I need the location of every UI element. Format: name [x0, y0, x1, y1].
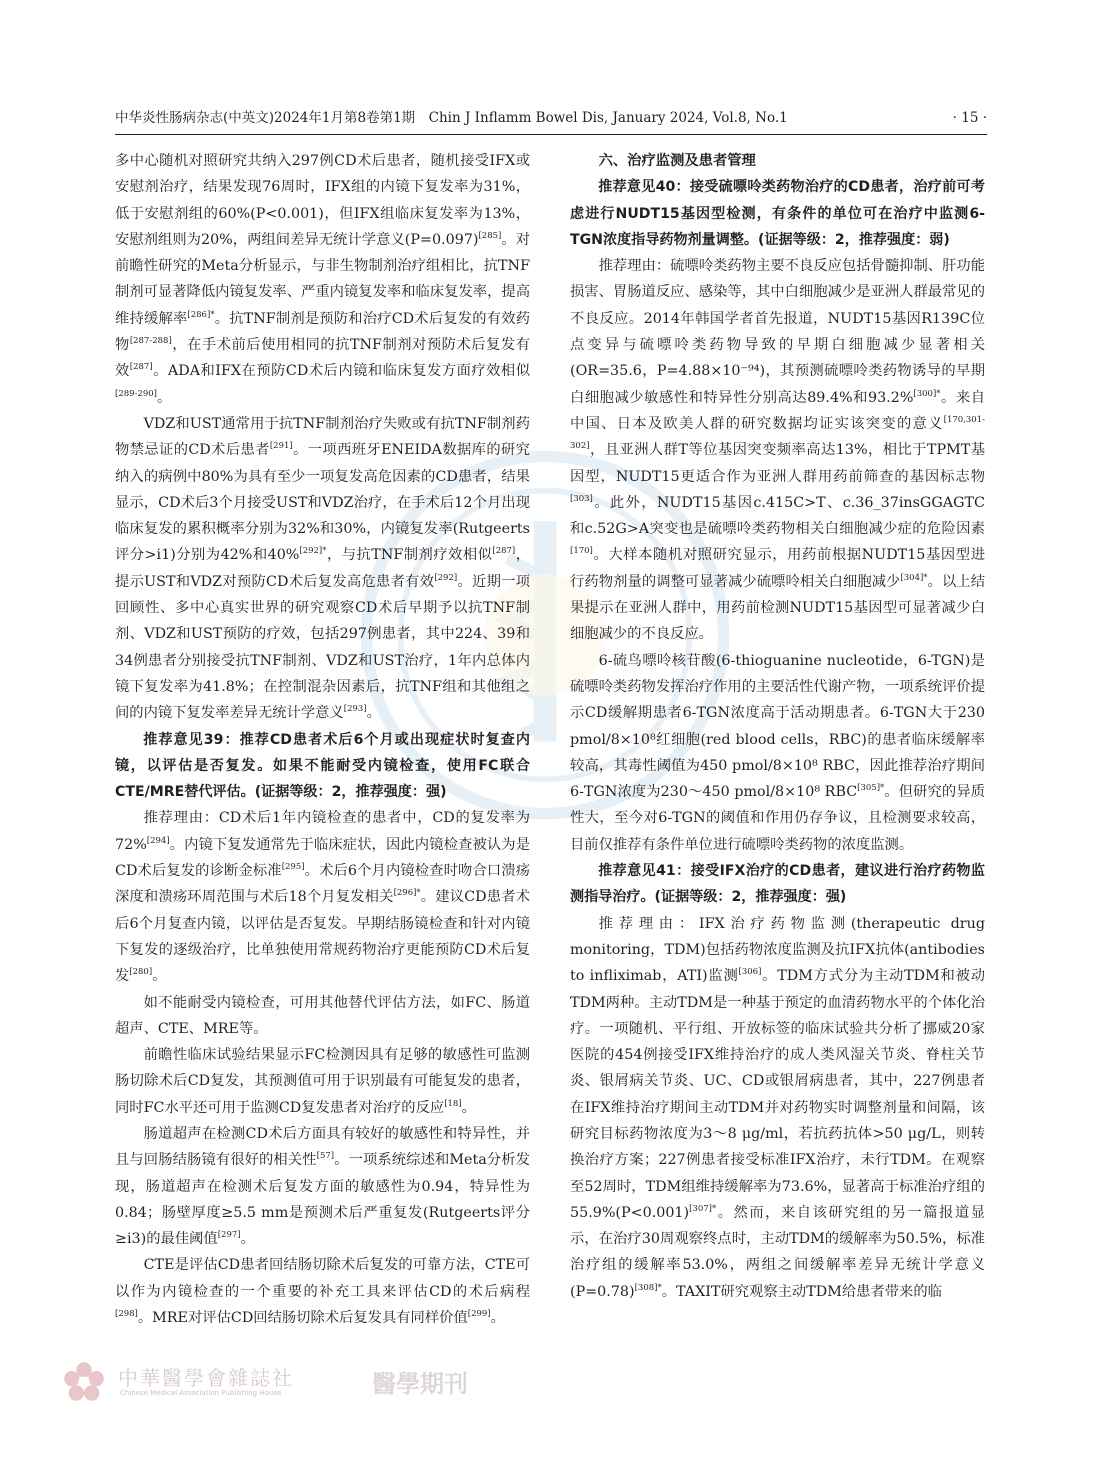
paragraph: 如不能耐受内镜检查，可用其他替代评估方法，如FC、肠道超声、CTE、MRE等。	[115, 994, 530, 1037]
publisher-name: 中華醫學會雜誌社	[118, 1366, 294, 1390]
paragraph: 推荐理由：硫嘌呤类药物主要不良反应包括骨髓抑制、肝功能损害、胃肠道反应、感染等，其中白细胞减少是亚洲人群最常见的不良反应。2014年韩国学者首先报道，NUDT15基因R139C位点变异与硫嘌呤类药物导致的早期白细胞减少显著相关(OR=35.6，P=4.88×10⁻⁹⁴)，其预测硫嘌呤类药物诱导的早期白细胞减少敏感性和特异性分别高达89.4%和93.2%$^{[300]*}$。来自中国、日本及欧美人群的研究数据均证实该突变的意义[170,301-302]，且亚洲人群T等位基因突变频率高达13%，相比于TPMT基因型，NUDT15更适合作为亚洲人群用药前筛查的基因标志物[303]。此外，NUDT15基因c.415C>T、c.36_37insGGAGTC和c.52G>A突变也是硫嘌呤类药物相关白细胞减少症的危险因素[170]。大样本随机对照研究显示，用药前根据NUDT15基因型进行药物剂量的调整可显著减少硫嘌呤相关白细胞减少$^{[304]*}$。以上结果提示在亚洲人群中，用药前检测NUDT15基因型可显著减少白细胞减少的不良反应。	[570, 258, 986, 643]
left-column	[115, 148, 530, 1331]
paragraph: CTE是评估CD患者回结肠切除术后复发的可靠方法，CTE可以作为内镜检查的一个重要的补充工具来评估CD的术后病程[298]。MRE对评估CD回结肠切除术后复发具有同样价值[299]。	[115, 1257, 530, 1327]
section-title: 六、治疗监测及患者管理	[598, 153, 756, 169]
recommendation-39: 推荐意见39：推荐CD患者术后6个月或出现症状时复查内镜，以评估是否复发。如果不能耐受内镜检查，使用FC联合CTE/MRE替代评估。(证据等级：2，推荐强度：强)	[115, 731, 530, 801]
paragraph: 前瞻性临床试验结果显示FC检测因具有足够的敏感性可监测肠切除术后CD复发，其预测值可用于识别最有可能复发的患者，同时FC水平还可用于监测CD复发患者对治疗的反应[18]。	[115, 1047, 530, 1116]
paragraph: 肠道超声在检测CD术后方面具有较好的敏感性和特异性，并且与回肠结肠镜有很好的相关性[57]。一项系统综述和Meta分析发现，肠道超声在检测术后复发方面的敏感性为0.94，特异性为0.84；肠壁厚度≥5.5 mm是预测术后严重复发(Rutgeerts评分≥i3)的最佳阈值[297]。	[115, 1125, 530, 1248]
publisher-logo	[62, 1360, 482, 1404]
header-rule	[115, 134, 987, 135]
recommendation-41: 推荐意见41：接受IFX治疗的CD患者，建议进行治疗药物监测指导治疗。(证据等级：2，推荐强度：强)	[570, 863, 985, 906]
right-column	[570, 148, 985, 1305]
page-number: · 15 ·	[952, 110, 987, 126]
recommendation-40: 推荐意见40：接受硫嘌呤类药物治疗的CD患者，治疗前可考虑进行NUDT15基因型检测，有条件的单位可在治疗中监测6-TGN浓度指导药物剂量调整。(证据等级：2，推荐强度：弱)	[570, 179, 985, 248]
paragraph: 推荐理由：CD术后1年内镜检查的患者中，CD的复发率为72%[294]。内镜下复发通常先于临床症状，因此内镜检查被认为是CD术后复发的诊断金标准[295]。术后6个月内镜检查时吻合口溃疡深度和溃疡环周范围与术后18个月复发相关$^{[296]*}$。建议CD患者术后6个月复查内镜，以评估是否复发。早期结肠镜检查和针对内镜下复发的逐级治疗，比单独使用常规药物治疗更能预防CD术后复发[280]。	[115, 810, 530, 985]
publisher-flower-icon	[62, 1360, 106, 1404]
paragraph: 推荐理由：IFX治疗药物监测(therapeutic drug monitoring，TDM)包括药物浓度监测及抗IFX抗体(antibodies to infliximab，ATI)监测[306]。TDM方式分为主动TDM和被动TDM两种。主动TDM是一种基于预定的血清药物水平的个体化治疗。一项随机、平行组、开放标签的临床试验共分析了挪威20家医院的454例接受IFX维持治疗的成人类风湿关节炎、脊柱关节炎、银屑病关节炎、UC、CD或银屑病患者，其中，227例患者在IFX维持治疗期间主动TDM并对药物实时调整剂量和间隔，该研究目标药物浓度为3～8 μg/ml，若抗药抗体>50 μg/L，则转换治疗方案；227例患者接受标准IFX治疗，未行TDM。在观察至52周时，TDM组维持缓解率为73.6%，显著高于标准治疗组的55.9%(P<0.001)$^{[307]*}$。然而，来自该研究组的另一篇报道显示，在治疗30周观察终点时，主动TDM的缓解率为50.5%，标准治疗组的缓解率53.0%，两组之间缓解率差异无统计学意义(P=0.78)$^{[308]*}$。TAXIT研究观察主动TDM给患者带来的临	[570, 915, 985, 1300]
paragraph: 多中心随机对照研究共纳入297例CD术后患者，随机接受IFX或安慰剂治疗，结果发现76周时，IFX组的内镜下复发率为31%，低于安慰剂组的60%(P<0.001)，但IFX组临床复发率为13%，安慰剂组则为20%，两组间差异无统计学意义(P=0.097)[285]。对前瞻性研究的Meta分析显示，与非生物制剂治疗组相比，抗TNF制剂可显著降低内镜复发率、严重内镜复发率和临床复发率，提高维持缓解率$^{[286]*}$。抗TNF制剂是预防和治疗CD术后复发的有效药物[287-288]，在手术前后使用相同的抗TNF制剂对预防术后复发有效[287]。ADA和IFX在预防CD术后内镜和临床复发方面疗效相似[289-290]。	[115, 153, 531, 406]
running-header	[115, 108, 987, 128]
publisher-name-en: Chinese Medical Association Publishing House	[120, 1389, 282, 1397]
brand-logo: 醫學期刊	[372, 1370, 468, 1398]
paragraph: 6-硫鸟嘌呤核苷酸(6-thioguanine nucleotide，6-TGN)是硫嘌呤类药物发挥治疗作用的主要活性代谢产物，一项系统评价提示CD缓解期患者6-TGN浓度高于活动期患者。6-TGN大于230 pmol/8×10⁸红细胞(red blood cells，RBC)的患者临床缓解率较高，其毒性阈值为450 pmol/8×10⁸ RBC，因此推荐治疗期间6-TGN浓度为230～450 pmol/8×10⁸ $RBC^{[305]*}$。但研究的异质性大，至今对6-TGN的阈值和作用仍存争议，且检测要求较高，目前仅推荐有条件单位进行硫嘌呤类药物的浓度监测。	[570, 652, 986, 853]
journal-citation: 中华炎性肠病杂志(中英文)2024年1月第8卷第1期 Chin J Inflamm Bowel Dis, January 2024, Vol.8, No.1	[115, 110, 788, 126]
paragraph: VDZ和UST通常用于抗TNF制剂治疗失败或有抗TNF制剂药物禁忌证的CD术后患者[291]。一项西班牙ENEIDA数据库的研究纳入的病例中80%为具有至少一项复发高危因素的CD患者，结果显示，CD术后3个月接受UST和VDZ治疗，在手术后12个月出现临床复发的累积概率分别为32%和30%，内镜复发率(Rutgeerts评分>i1)分别为42%和40%$^{[292]*}$，与抗TNF制剂疗效相似[287]，提示UST和VDZ对预防CD术后复发高危患者有效[292]。近期一项回顾性、多中心真实世界的研究观察CD术后早期予以抗TNF制剂、VDZ和UST预防的疗效，包括297例患者，其中224、39和34例患者分别接受抗TNF制剂、VDZ和UST治疗，1年内总体内镜下复发率为41.8%；在控制混杂因素后，抗TNF组和其他组之间的内镜下复发率差异无统计学意义[293]。	[115, 415, 531, 722]
